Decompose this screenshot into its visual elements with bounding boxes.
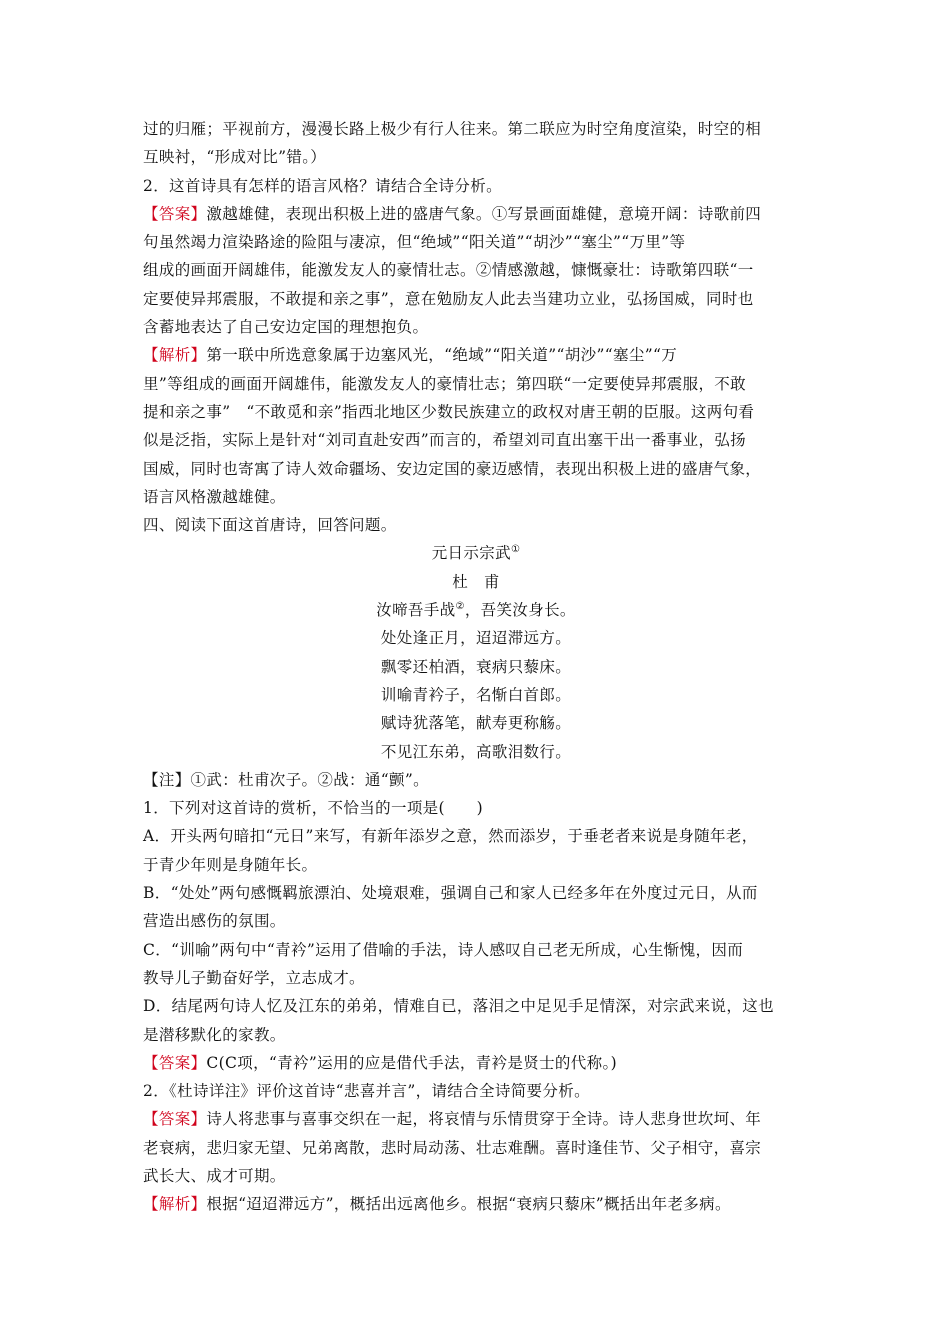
option-b-line-1: B．“处处”两句感慨羁旅漂泊、处境艰难，强调自己和家人已经多年在外度过元日，从而 <box>143 884 758 903</box>
option-c-line-1: C．“训喻”两句中“青衿”运用了借喻的手法，诗人感叹自己老无所成，心生惭愧，因而 <box>143 940 744 959</box>
q2-analysis-line-2: 里”等组成的画面开阔雄伟，能激发友人的豪情壮志；第四联“一定要使异邦震服，不敢 <box>143 374 747 393</box>
poem-line: 汝啼吾手战②，吾笑汝身长。 <box>376 600 576 620</box>
option-d-line-1: D．结尾两句诗人忆及江东的弟弟，情难自已，落泪之中足见手足情深，对宗武来说，这也 <box>143 997 774 1016</box>
poem-line: 不见江东弟，高歌泪数行。 <box>380 742 572 761</box>
s4-q1-answer: 【答案】C(C项，“青衿”运用的应是借代手法，青衿是贤士的代称。) <box>143 1053 617 1072</box>
poem-line: 飘零还柏酒，衰病只藜床。 <box>380 657 572 676</box>
q2-answer-line-5: 含蓄地表达了自己安边定国的理想抱负。 <box>143 318 429 337</box>
poem-title: 元日示宗武① <box>431 544 521 563</box>
option-d-line-2: 是潜移默化的家教。 <box>143 1025 286 1044</box>
poem-author: 杜 甫 <box>452 572 500 591</box>
poem-line: 赋诗犹落笔，献寿更称觞。 <box>380 714 572 733</box>
option-c-line-2: 教导儿子勤奋好学，立志成才。 <box>143 968 365 987</box>
q2-answer-line-3: 组成的画面开阔雄伟，能激发友人的豪情壮志。②情感激越，慷慨豪壮：诗歌第四联“一 <box>143 261 754 280</box>
option-b-line-2: 营造出感伤的氛围。 <box>143 912 286 931</box>
s4-q2-question: 2．《杜诗详注》评价这首诗“悲喜并言”，请结合全诗简要分析。 <box>143 1082 590 1101</box>
analysis-tag: 【解析】 <box>143 1195 207 1214</box>
q2-question: 2．这首诗具有怎样的语言风格？请结合全诗分析。 <box>143 176 502 195</box>
continued-analysis-line-2: 互映衬，“形成对比”错。） <box>143 148 327 167</box>
q2-answer-line-4: 定要使异邦震服，不敢提和亲之事”，意在勉励友人此去当建功立业，弘扬国威，同时也 <box>143 289 754 308</box>
answer-tag: 【答案】 <box>143 1053 207 1072</box>
footnote-marker: ① <box>510 544 521 556</box>
analysis-tag: 【解析】 <box>143 346 207 365</box>
s4-q2-answer-line-2: 老衰病，悲归家无望、兄弟离散，悲时局动荡、壮志难酬。喜时逢佳节、父子相守，喜宗 <box>143 1138 762 1157</box>
q2-analysis-line-4: 似是泛指，实际上是针对“刘司直赴安西”而言的，希望刘司直出塞干出一番事业，弘扬 <box>143 431 747 450</box>
q2-answer-line-2: 句虽然竭力渲染路途的险阻与凄凉，但“绝域”“阳关道”“胡沙”“塞尘”“万里”等 <box>143 233 686 252</box>
answer-tag: 【答案】 <box>143 1110 207 1129</box>
s4-q2-analysis: 【解析】根据“迢迢滞远方”，概括出远离他乡。根据“衰病只藜床”概括出年老多病。 <box>143 1195 731 1214</box>
q2-analysis-line-6: 语言风格激越雄健。 <box>143 487 286 506</box>
poem-line: 训喻青衿子，名惭白首郎。 <box>380 685 572 704</box>
poem-line: 处处逢正月，迢迢滞远方。 <box>380 629 572 648</box>
s4-q2-answer-line-1: 【答案】诗人将悲事与喜事交织在一起，将哀情与乐情贯穿于全诗。诗人悲身世坎坷、年 <box>143 1110 762 1129</box>
footnote-marker: ② <box>455 600 465 612</box>
continued-analysis-line-1: 过的归雁；平视前方，漫漫长路上极少有行人往来。第二联应为时空角度渲染，时空的相 <box>143 120 762 138</box>
q2-answer-line-1: 【答案】激越雄健，表现出积极上进的盛唐气象。①写景画面雄健，意境开阔：诗歌前四 <box>143 204 762 223</box>
q2-analysis-line-1: 【解析】第一联中所选意象属于边塞风光，“绝域”“阳关道”“胡沙”“塞尘”“万 <box>143 346 678 365</box>
option-a-line-2: 于青少年则是身随年长。 <box>143 855 318 874</box>
document-page <box>143 115 809 1219</box>
option-a-line-1: A．开头两句暗扣“元日”来写，有新年添岁之意，然而添岁，于垂老者来说是身随年老， <box>143 827 758 846</box>
s4-q2-answer-line-3: 武长大、成才可期。 <box>143 1166 286 1185</box>
q2-analysis-line-5: 国威，同时也寄寓了诗人效命疆场、安边定国的豪迈感情，表现出积极上进的盛唐气象， <box>143 459 762 478</box>
q2-analysis-line-3: 提和亲之事” “不敢觅和亲”指西北地区少数民族建立的政权对唐王朝的臣服。这两句看 <box>143 402 755 421</box>
answer-tag: 【答案】 <box>143 204 207 223</box>
s4-q1-question: 1．下列对这首诗的赏析，不恰当的一项是( ) <box>143 799 484 818</box>
section-heading: 四、阅读下面这首唐诗，回答问题。 <box>143 516 397 535</box>
poem-note: 【注】①武：杜甫次子。②战：通“颤”。 <box>143 770 429 789</box>
